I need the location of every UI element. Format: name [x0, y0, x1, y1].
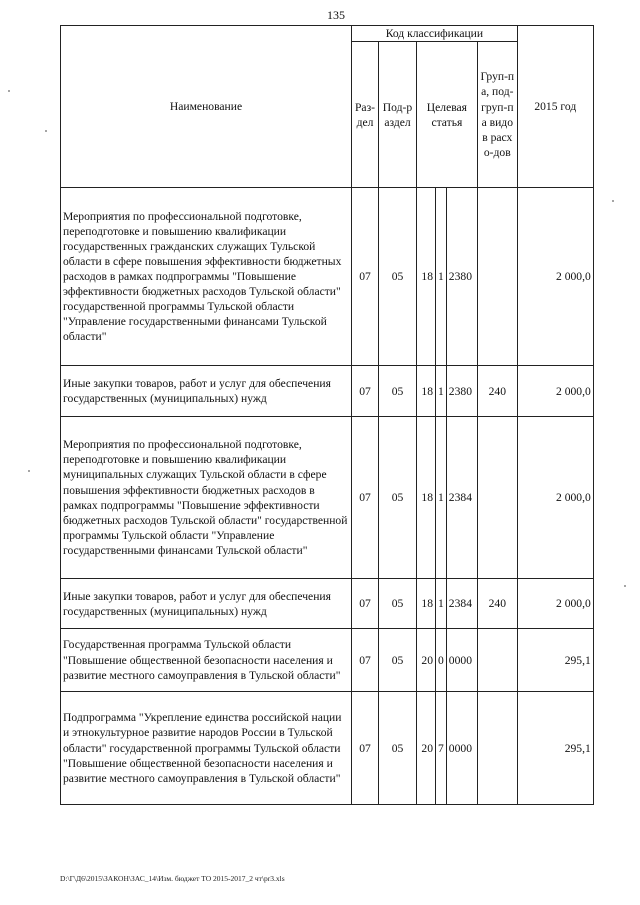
row-program: 20 [417, 692, 436, 805]
row-amount: 2 000,0 [517, 417, 593, 579]
row-program: 20 [417, 629, 436, 692]
scan-speck [8, 90, 10, 92]
header-code-group: Код классификации [352, 26, 518, 42]
row-expense-type [477, 692, 517, 805]
header-expense-group: Груп-па, под-груп-па видов расхо-дов [477, 42, 517, 188]
table-row [61, 692, 594, 805]
header-section: Раз-дел [352, 42, 379, 188]
table-header [61, 26, 594, 188]
row-item: 2384 [446, 579, 477, 629]
row-subsection: 05 [379, 188, 417, 366]
row-expense-type [477, 417, 517, 579]
footer-file-path: D:\Г\Д6\2015\ЗАКОН\ЗАС_14\Изм. бюджет ТО 2015-2017_2 чт\pr3.xls [60, 874, 285, 883]
row-item: 0000 [446, 629, 477, 692]
row-subprogram: 1 [436, 417, 447, 579]
row-subsection: 05 [379, 692, 417, 805]
row-section: 07 [352, 366, 379, 417]
row-program: 18 [417, 366, 436, 417]
budget-table [60, 25, 594, 805]
row-subprogram: 1 [436, 366, 447, 417]
row-amount: 2 000,0 [517, 366, 593, 417]
row-name: Подпрограмма "Укрепление единства российской нации и этнокультурное развитие народов России в Тульской области" государственной программы Тульской области "Повышение общественной безопасности населения и развитие местного самоуправления в Тульской области" [61, 692, 352, 805]
row-program: 18 [417, 188, 436, 366]
table-row [61, 629, 594, 692]
row-amount: 295,1 [517, 692, 593, 805]
header-name: Наименование [61, 26, 352, 188]
page-number: 135 [327, 8, 345, 22]
row-item: 2384 [446, 417, 477, 579]
row-name: Государственная программа Тульской области "Повышение общественной безопасности населения и развитие местного самоуправления в Тульской области" [61, 629, 352, 692]
table-row [61, 579, 594, 629]
row-name: Иные закупки товаров, работ и услуг для обеспечения государственных (муниципальных) нужд [61, 366, 352, 417]
scan-speck [624, 585, 626, 587]
table-row [61, 188, 594, 366]
row-section: 07 [352, 692, 379, 805]
row-section: 07 [352, 417, 379, 579]
table-row [61, 366, 594, 417]
row-item: 2380 [446, 188, 477, 366]
scan-speck [28, 470, 30, 472]
row-amount: 2 000,0 [517, 188, 593, 366]
row-amount: 2 000,0 [517, 579, 593, 629]
row-subsection: 05 [379, 629, 417, 692]
row-amount: 295,1 [517, 629, 593, 692]
row-item: 2380 [446, 366, 477, 417]
row-program: 18 [417, 417, 436, 579]
row-subsection: 05 [379, 579, 417, 629]
row-program: 18 [417, 579, 436, 629]
row-section: 07 [352, 579, 379, 629]
row-section: 07 [352, 188, 379, 366]
row-subprogram: 7 [436, 692, 447, 805]
header-year: 2015 год [517, 26, 593, 188]
row-subprogram: 0 [436, 629, 447, 692]
row-item: 0000 [446, 692, 477, 805]
header-subsection: Под-раздел [379, 42, 417, 188]
row-name: Мероприятия по профессиональной подготовке, переподготовке и повышению квалификации муниципальных служащих Тульской области в сфере повышения эффективности бюджетных расходов в рамках подпрограммы "Повышение эффективности бюджетных расходов Тульской области" государственной программы Тульской области "Управление государственными финансами Тульской области" [61, 417, 352, 579]
row-section: 07 [352, 629, 379, 692]
row-name: Мероприятия по профессиональной подготовке, переподготовке и повышению квалификации государственных гражданских служащих Тульской области в сфере повышения эффективности бюджетных расходов в рамках подпрограммы "Повышение эффективности бюджетных расходов Тульской области" государственной программы Тульской области "Управление государственными финансами Тульской области" [61, 188, 352, 366]
row-subprogram: 1 [436, 188, 447, 366]
row-subprogram: 1 [436, 579, 447, 629]
header-target-article: Целевая статья [417, 42, 478, 188]
row-subsection: 05 [379, 366, 417, 417]
row-expense-type: 240 [477, 579, 517, 629]
row-name: Иные закупки товаров, работ и услуг для обеспечения государственных (муниципальных) нужд [61, 579, 352, 629]
row-expense-type: 240 [477, 366, 517, 417]
row-expense-type [477, 629, 517, 692]
row-expense-type [477, 188, 517, 366]
row-subsection: 05 [379, 417, 417, 579]
scan-speck [612, 200, 614, 202]
table-row [61, 417, 594, 579]
scan-speck [45, 130, 47, 132]
